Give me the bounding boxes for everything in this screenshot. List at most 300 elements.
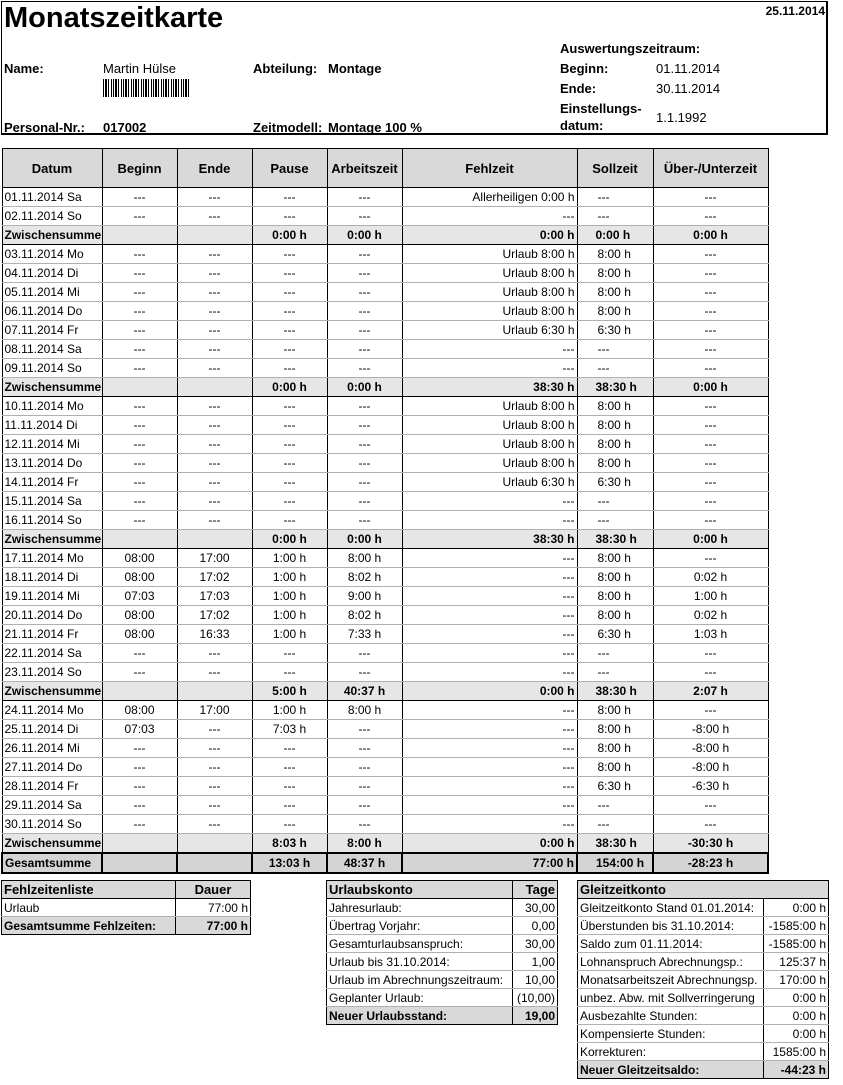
gleitzeit-row-label: Korrekturen: bbox=[578, 1043, 764, 1061]
cell-beginn: --- bbox=[102, 511, 177, 530]
cell-beginn bbox=[102, 530, 177, 549]
cell-fehlzeit: 0:00 h bbox=[402, 682, 577, 701]
cell-sollzeit: 38:30 h bbox=[577, 378, 653, 397]
cell-sollzeit: --- bbox=[577, 188, 653, 207]
cell-pause: --- bbox=[252, 207, 327, 226]
cell-arbeitszeit: --- bbox=[327, 777, 402, 796]
gleitzeit-row-label: Ausbezahlte Stunden: bbox=[578, 1007, 764, 1025]
cell-pause: --- bbox=[252, 416, 327, 435]
cell-ende: --- bbox=[177, 435, 252, 454]
cell-arbeitszeit: --- bbox=[327, 188, 402, 207]
cell-datum: 06.11.2014 Do bbox=[2, 302, 102, 321]
gleitzeit-row-value: 0:00 h bbox=[764, 1007, 829, 1025]
cell-beginn: --- bbox=[102, 758, 177, 777]
cell-beginn: --- bbox=[102, 302, 177, 321]
cell-arbeitszeit: --- bbox=[327, 511, 402, 530]
cell-datum: 24.11.2014 Mo bbox=[2, 701, 102, 720]
cell-arbeitszeit: --- bbox=[327, 321, 402, 340]
cell-ueber-unterzeit: -28:23 h bbox=[653, 853, 768, 873]
col-ueber-unterzeit: Über-/Unterzeit bbox=[653, 149, 768, 188]
urlaub-row-value: (10,00) bbox=[513, 989, 558, 1007]
cell-ende: --- bbox=[177, 416, 252, 435]
cell-ende: --- bbox=[177, 454, 252, 473]
cell-datum: 16.11.2014 So bbox=[2, 511, 102, 530]
cell-pause: 0:00 h bbox=[252, 530, 327, 549]
cell-pause: --- bbox=[252, 644, 327, 663]
cell-pause: --- bbox=[252, 663, 327, 682]
cell-ueber-unterzeit: --- bbox=[653, 359, 768, 378]
cell-sollzeit: 8:00 h bbox=[577, 758, 653, 777]
cell-fehlzeit: Allerheiligen 0:00 h bbox=[402, 188, 577, 207]
cell-beginn: --- bbox=[102, 188, 177, 207]
cell-ueber-unterzeit: --- bbox=[653, 701, 768, 720]
cell-sollzeit: --- bbox=[577, 359, 653, 378]
urlaub-row-label: Jahresurlaub: bbox=[327, 899, 513, 917]
name-label: Name: bbox=[4, 61, 44, 76]
cell-beginn bbox=[102, 682, 177, 701]
cell-sollzeit: 8:00 h bbox=[577, 606, 653, 625]
fehlzeiten-total-value: 77:00 h bbox=[176, 917, 251, 935]
cell-beginn: --- bbox=[102, 340, 177, 359]
cell-ueber-unterzeit: --- bbox=[653, 188, 768, 207]
urlaub-row-value: 30,00 bbox=[513, 935, 558, 953]
cell-pause: --- bbox=[252, 777, 327, 796]
cell-sollzeit: 8:00 h bbox=[577, 701, 653, 720]
cell-datum: 08.11.2014 Sa bbox=[2, 340, 102, 359]
cell-fehlzeit: --- bbox=[402, 492, 577, 511]
cell-ueber-unterzeit: 0:02 h bbox=[653, 568, 768, 587]
cell-pause: --- bbox=[252, 815, 327, 834]
cell-pause: --- bbox=[252, 454, 327, 473]
cell-ende: 17:03 bbox=[177, 587, 252, 606]
abteilung-value: Montage bbox=[328, 61, 382, 76]
cell-ueber-unterzeit: -8:00 h bbox=[653, 720, 768, 739]
gleitzeit-row-value: -1585:00 h bbox=[764, 935, 829, 953]
cell-pause: --- bbox=[252, 796, 327, 815]
cell-ueber-unterzeit: --- bbox=[653, 815, 768, 834]
cell-ende: 17:00 bbox=[177, 701, 252, 720]
cell-arbeitszeit: --- bbox=[327, 207, 402, 226]
report-date: 25.11.2014 bbox=[765, 4, 825, 18]
einstellung-label-2: datum: bbox=[560, 118, 604, 133]
cell-datum: Zwischensumme bbox=[2, 834, 102, 854]
cell-sollzeit: 8:00 h bbox=[577, 587, 653, 606]
cell-fehlzeit: Urlaub 6:30 h bbox=[402, 473, 577, 492]
cell-ende bbox=[177, 853, 252, 873]
cell-beginn: --- bbox=[102, 245, 177, 264]
cell-ueber-unterzeit: --- bbox=[653, 796, 768, 815]
gleitzeit-row-value: 0:00 h bbox=[764, 1025, 829, 1043]
cell-fehlzeit: Urlaub 8:00 h bbox=[402, 283, 577, 302]
cell-ende: --- bbox=[177, 777, 252, 796]
cell-datum: 01.11.2014 Sa bbox=[2, 188, 102, 207]
cell-pause: 1:00 h bbox=[252, 568, 327, 587]
gleitzeit-row-label: Saldo zum 01.11.2014: bbox=[578, 935, 764, 953]
gleitzeit-total-value: -44:23 h bbox=[764, 1061, 829, 1079]
gleitzeit-row-label: Überstunden bis 31.10.2014: bbox=[578, 917, 764, 935]
cell-pause: --- bbox=[252, 321, 327, 340]
table-header-row bbox=[2, 149, 768, 188]
cell-pause: 1:00 h bbox=[252, 587, 327, 606]
cell-datum: 23.11.2014 So bbox=[2, 663, 102, 682]
cell-datum: Zwischensumme bbox=[2, 378, 102, 397]
subtotal-row bbox=[2, 530, 768, 549]
cell-pause: --- bbox=[252, 245, 327, 264]
table-row bbox=[2, 663, 768, 682]
cell-fehlzeit: --- bbox=[402, 796, 577, 815]
table-row bbox=[2, 359, 768, 378]
abteilung-label: Abteilung: bbox=[253, 61, 318, 76]
table-row bbox=[2, 302, 768, 321]
gleitzeitkonto-box bbox=[577, 880, 829, 1079]
cell-fehlzeit: --- bbox=[402, 207, 577, 226]
cell-ueber-unterzeit: -6:30 h bbox=[653, 777, 768, 796]
einstellung-label-1: Einstellungs- bbox=[560, 101, 642, 116]
cell-beginn: --- bbox=[102, 207, 177, 226]
table-row bbox=[2, 321, 768, 340]
gleitzeit-row-value: 125:37 h bbox=[764, 953, 829, 971]
urlaubskonto-box bbox=[326, 880, 558, 1025]
urlaub-total-label: Neuer Urlaubsstand: bbox=[327, 1007, 513, 1025]
cell-fehlzeit: 38:30 h bbox=[402, 530, 577, 549]
cell-datum: 30.11.2014 So bbox=[2, 815, 102, 834]
cell-sollzeit: 8:00 h bbox=[577, 454, 653, 473]
table-row bbox=[2, 435, 768, 454]
cell-pause: 1:00 h bbox=[252, 606, 327, 625]
fehlzeiten-total-label: Gesamtsumme Fehlzeiten: bbox=[2, 917, 176, 935]
table-row bbox=[2, 606, 768, 625]
gleitzeit-row-value: 170:00 h bbox=[764, 971, 829, 989]
table-row bbox=[2, 625, 768, 644]
cell-arbeitszeit: --- bbox=[327, 492, 402, 511]
cell-ende bbox=[177, 226, 252, 245]
cell-beginn: --- bbox=[102, 777, 177, 796]
cell-datum: 09.11.2014 So bbox=[2, 359, 102, 378]
cell-ende: --- bbox=[177, 340, 252, 359]
cell-pause: --- bbox=[252, 359, 327, 378]
table-row bbox=[2, 492, 768, 511]
cell-arbeitszeit: --- bbox=[327, 739, 402, 758]
cell-pause: 8:03 h bbox=[252, 834, 327, 854]
col-beginn: Beginn bbox=[102, 149, 177, 188]
cell-ende: 16:33 bbox=[177, 625, 252, 644]
gleitzeit-row-value: -1585:00 h bbox=[764, 917, 829, 935]
table-row bbox=[2, 416, 768, 435]
table-row bbox=[2, 283, 768, 302]
cell-datum: 18.11.2014 Di bbox=[2, 568, 102, 587]
cell-beginn: --- bbox=[102, 492, 177, 511]
cell-arbeitszeit: --- bbox=[327, 435, 402, 454]
cell-arbeitszeit: 8:00 h bbox=[327, 549, 402, 568]
cell-sollzeit: 8:00 h bbox=[577, 302, 653, 321]
cell-sollzeit: 8:00 h bbox=[577, 568, 653, 587]
table-row bbox=[2, 701, 768, 720]
gleitzeit-title: Gleitzeitkonto bbox=[578, 881, 829, 899]
cell-datum: Zwischensumme bbox=[2, 226, 102, 245]
cell-arbeitszeit: --- bbox=[327, 454, 402, 473]
cell-arbeitszeit: 40:37 h bbox=[327, 682, 402, 701]
urlaub-row-value: 30,00 bbox=[513, 899, 558, 917]
cell-datum: Zwischensumme bbox=[2, 682, 102, 701]
cell-fehlzeit: 0:00 h bbox=[402, 834, 577, 854]
cell-fehlzeit: --- bbox=[402, 720, 577, 739]
urlaub-row-label: Gesamturlaubsanspruch: bbox=[327, 935, 513, 953]
cell-ueber-unterzeit: --- bbox=[653, 302, 768, 321]
cell-datum: 14.11.2014 Fr bbox=[2, 473, 102, 492]
cell-datum: 27.11.2014 Do bbox=[2, 758, 102, 777]
cell-sollzeit: 8:00 h bbox=[577, 739, 653, 758]
cell-arbeitszeit: 48:37 h bbox=[327, 853, 402, 873]
cell-fehlzeit: --- bbox=[402, 568, 577, 587]
cell-beginn: --- bbox=[102, 663, 177, 682]
cell-ende: --- bbox=[177, 815, 252, 834]
subtotal-row bbox=[2, 226, 768, 245]
cell-fehlzeit: --- bbox=[402, 739, 577, 758]
cell-ueber-unterzeit: --- bbox=[653, 492, 768, 511]
table-row bbox=[2, 796, 768, 815]
cell-ueber-unterzeit: 1:03 h bbox=[653, 625, 768, 644]
cell-ueber-unterzeit: --- bbox=[653, 663, 768, 682]
table-row bbox=[2, 511, 768, 530]
fehlzeiten-dauer-label: Dauer bbox=[176, 881, 251, 899]
gleitzeit-row-value: 1585:00 h bbox=[764, 1043, 829, 1061]
cell-ueber-unterzeit: --- bbox=[653, 454, 768, 473]
cell-ende: --- bbox=[177, 644, 252, 663]
table-row bbox=[2, 188, 768, 207]
cell-sollzeit: 8:00 h bbox=[577, 264, 653, 283]
fehlzeiten-row-value: 77:00 h bbox=[176, 899, 251, 917]
cell-beginn: 08:00 bbox=[102, 549, 177, 568]
cell-arbeitszeit: 0:00 h bbox=[327, 378, 402, 397]
cell-ende: --- bbox=[177, 245, 252, 264]
cell-ende: --- bbox=[177, 511, 252, 530]
gleitzeit-row-label: Kompensierte Stunden: bbox=[578, 1025, 764, 1043]
cell-datum: 25.11.2014 Di bbox=[2, 720, 102, 739]
cell-ueber-unterzeit: --- bbox=[653, 321, 768, 340]
col-ende: Ende bbox=[177, 149, 252, 188]
cell-arbeitszeit: --- bbox=[327, 758, 402, 777]
cell-fehlzeit: --- bbox=[402, 549, 577, 568]
ende-label: Ende: bbox=[560, 81, 597, 96]
cell-sollzeit: 38:30 h bbox=[577, 530, 653, 549]
cell-pause: --- bbox=[252, 397, 327, 416]
cell-sollzeit: --- bbox=[577, 796, 653, 815]
cell-beginn: 08:00 bbox=[102, 606, 177, 625]
col-sollzeit: Sollzeit bbox=[577, 149, 653, 188]
cell-ende: --- bbox=[177, 283, 252, 302]
cell-sollzeit: --- bbox=[577, 644, 653, 663]
cell-fehlzeit: Urlaub 8:00 h bbox=[402, 435, 577, 454]
cell-sollzeit: 38:30 h bbox=[577, 834, 653, 854]
cell-beginn: 08:00 bbox=[102, 568, 177, 587]
cell-ueber-unterzeit: -8:00 h bbox=[653, 758, 768, 777]
urlaub-row-label: Urlaub bis 31.10.2014: bbox=[327, 953, 513, 971]
cell-ende: --- bbox=[177, 663, 252, 682]
cell-arbeitszeit: --- bbox=[327, 397, 402, 416]
cell-fehlzeit: Urlaub 8:00 h bbox=[402, 454, 577, 473]
cell-arbeitszeit: --- bbox=[327, 302, 402, 321]
cell-arbeitszeit: 8:00 h bbox=[327, 701, 402, 720]
cell-datum: 10.11.2014 Mo bbox=[2, 397, 102, 416]
cell-fehlzeit: Urlaub 8:00 h bbox=[402, 264, 577, 283]
cell-fehlzeit: --- bbox=[402, 815, 577, 834]
cell-arbeitszeit: 0:00 h bbox=[327, 530, 402, 549]
cell-ende: --- bbox=[177, 359, 252, 378]
cell-sollzeit: 8:00 h bbox=[577, 397, 653, 416]
cell-ende: --- bbox=[177, 720, 252, 739]
cell-beginn: --- bbox=[102, 264, 177, 283]
cell-beginn: --- bbox=[102, 796, 177, 815]
cell-datum: 29.11.2014 Sa bbox=[2, 796, 102, 815]
cell-pause: 0:00 h bbox=[252, 378, 327, 397]
cell-ueber-unterzeit: 0:00 h bbox=[653, 530, 768, 549]
cell-arbeitszeit: 9:00 h bbox=[327, 587, 402, 606]
cell-ueber-unterzeit: 0:00 h bbox=[653, 378, 768, 397]
cell-beginn: --- bbox=[102, 359, 177, 378]
cell-arbeitszeit: --- bbox=[327, 283, 402, 302]
cell-datum: 28.11.2014 Fr bbox=[2, 777, 102, 796]
table-row bbox=[2, 397, 768, 416]
cell-sollzeit: 154:00 h bbox=[577, 853, 653, 873]
cell-arbeitszeit: --- bbox=[327, 644, 402, 663]
cell-sollzeit: 8:00 h bbox=[577, 435, 653, 454]
cell-pause: --- bbox=[252, 473, 327, 492]
cell-datum: 15.11.2014 Sa bbox=[2, 492, 102, 511]
cell-datum: 02.11.2014 So bbox=[2, 207, 102, 226]
table-row bbox=[2, 587, 768, 606]
cell-pause: 1:00 h bbox=[252, 701, 327, 720]
table-row bbox=[2, 264, 768, 283]
table-row bbox=[2, 207, 768, 226]
table-row bbox=[2, 473, 768, 492]
cell-datum: Zwischensumme bbox=[2, 530, 102, 549]
cell-fehlzeit: --- bbox=[402, 606, 577, 625]
cell-pause: 13:03 h bbox=[252, 853, 327, 873]
cell-fehlzeit: 0:00 h bbox=[402, 226, 577, 245]
cell-datum: 22.11.2014 Sa bbox=[2, 644, 102, 663]
cell-sollzeit: 6:30 h bbox=[577, 321, 653, 340]
urlaub-row-label: Übertrag Vorjahr: bbox=[327, 917, 513, 935]
cell-datum: 04.11.2014 Di bbox=[2, 264, 102, 283]
table-row bbox=[2, 549, 768, 568]
gleitzeit-row-label: Monatsarbeitszeit Abrechnungsp. bbox=[578, 971, 764, 989]
cell-arbeitszeit: 8:02 h bbox=[327, 606, 402, 625]
cell-ueber-unterzeit: --- bbox=[653, 511, 768, 530]
cell-beginn: --- bbox=[102, 815, 177, 834]
cell-arbeitszeit: --- bbox=[327, 663, 402, 682]
urlaub-row-value: 0,00 bbox=[513, 917, 558, 935]
cell-ueber-unterzeit: --- bbox=[653, 264, 768, 283]
cell-ueber-unterzeit: 1:00 h bbox=[653, 587, 768, 606]
fehlzeiten-row-label: Urlaub bbox=[2, 899, 176, 917]
personal-label: Personal-Nr.: bbox=[4, 120, 85, 135]
ende-value: 30.11.2014 bbox=[656, 81, 721, 96]
cell-ueber-unterzeit: --- bbox=[653, 397, 768, 416]
cell-datum: 17.11.2014 Mo bbox=[2, 549, 102, 568]
cell-pause: --- bbox=[252, 511, 327, 530]
cell-beginn bbox=[102, 853, 177, 873]
table-row bbox=[2, 644, 768, 663]
cell-fehlzeit: --- bbox=[402, 340, 577, 359]
cell-beginn: --- bbox=[102, 473, 177, 492]
cell-arbeitszeit: --- bbox=[327, 340, 402, 359]
cell-arbeitszeit: 8:02 h bbox=[327, 568, 402, 587]
cell-ueber-unterzeit: --- bbox=[653, 644, 768, 663]
cell-beginn: --- bbox=[102, 321, 177, 340]
cell-arbeitszeit: --- bbox=[327, 720, 402, 739]
cell-pause: 1:00 h bbox=[252, 625, 327, 644]
cell-sollzeit: 8:00 h bbox=[577, 720, 653, 739]
gleitzeit-row-value: 0:00 h bbox=[764, 899, 829, 917]
cell-ende: --- bbox=[177, 473, 252, 492]
barcode-icon bbox=[103, 79, 190, 97]
cell-ende: --- bbox=[177, 739, 252, 758]
cell-ueber-unterzeit: --- bbox=[653, 207, 768, 226]
cell-ende: --- bbox=[177, 758, 252, 777]
table-row bbox=[2, 454, 768, 473]
cell-ende bbox=[177, 682, 252, 701]
cell-arbeitszeit: --- bbox=[327, 245, 402, 264]
col-datum: Datum bbox=[2, 149, 102, 188]
fehlzeiten-title: Fehlzeitenliste bbox=[2, 881, 176, 899]
col-fehlzeit: Fehlzeit bbox=[402, 149, 577, 188]
cell-beginn bbox=[102, 834, 177, 854]
cell-beginn: 08:00 bbox=[102, 625, 177, 644]
urlaub-total-value: 19,00 bbox=[513, 1007, 558, 1025]
cell-sollzeit: 0:00 h bbox=[577, 226, 653, 245]
cell-pause: --- bbox=[252, 340, 327, 359]
cell-sollzeit: 8:00 h bbox=[577, 245, 653, 264]
gleitzeit-row-label: Gleitzeitkonto Stand 01.01.2014: bbox=[578, 899, 764, 917]
cell-beginn: --- bbox=[102, 454, 177, 473]
zeitmodell-value: Montage 100 % bbox=[328, 120, 422, 135]
page-title: Monatszeitkarte bbox=[4, 2, 224, 34]
employee-name: Martin Hülse bbox=[103, 61, 176, 76]
cell-pause: --- bbox=[252, 302, 327, 321]
cell-arbeitszeit: --- bbox=[327, 796, 402, 815]
cell-datum: 12.11.2014 Mi bbox=[2, 435, 102, 454]
table-row bbox=[2, 720, 768, 739]
cell-pause: 5:00 h bbox=[252, 682, 327, 701]
cell-datum: 11.11.2014 Di bbox=[2, 416, 102, 435]
cell-ende: --- bbox=[177, 188, 252, 207]
cell-fehlzeit: Urlaub 8:00 h bbox=[402, 245, 577, 264]
col-pause: Pause bbox=[252, 149, 327, 188]
cell-pause: --- bbox=[252, 188, 327, 207]
table-row bbox=[2, 340, 768, 359]
cell-pause: --- bbox=[252, 435, 327, 454]
cell-beginn: --- bbox=[102, 283, 177, 302]
cell-ende: --- bbox=[177, 321, 252, 340]
cell-fehlzeit: --- bbox=[402, 758, 577, 777]
cell-arbeitszeit: --- bbox=[327, 815, 402, 834]
cell-fehlzeit: --- bbox=[402, 625, 577, 644]
cell-fehlzeit: --- bbox=[402, 701, 577, 720]
cell-arbeitszeit: --- bbox=[327, 359, 402, 378]
cell-sollzeit: 8:00 h bbox=[577, 283, 653, 302]
cell-beginn bbox=[102, 226, 177, 245]
cell-ende bbox=[177, 378, 252, 397]
cell-datum: 03.11.2014 Mo bbox=[2, 245, 102, 264]
cell-arbeitszeit: 0:00 h bbox=[327, 226, 402, 245]
cell-fehlzeit: --- bbox=[402, 359, 577, 378]
col-arbeitszeit: Arbeitszeit bbox=[327, 149, 402, 188]
table-row bbox=[2, 739, 768, 758]
cell-datum: 20.11.2014 Do bbox=[2, 606, 102, 625]
gleitzeit-row-value: 0:00 h bbox=[764, 989, 829, 1007]
cell-fehlzeit: 38:30 h bbox=[402, 378, 577, 397]
cell-beginn: 07:03 bbox=[102, 720, 177, 739]
